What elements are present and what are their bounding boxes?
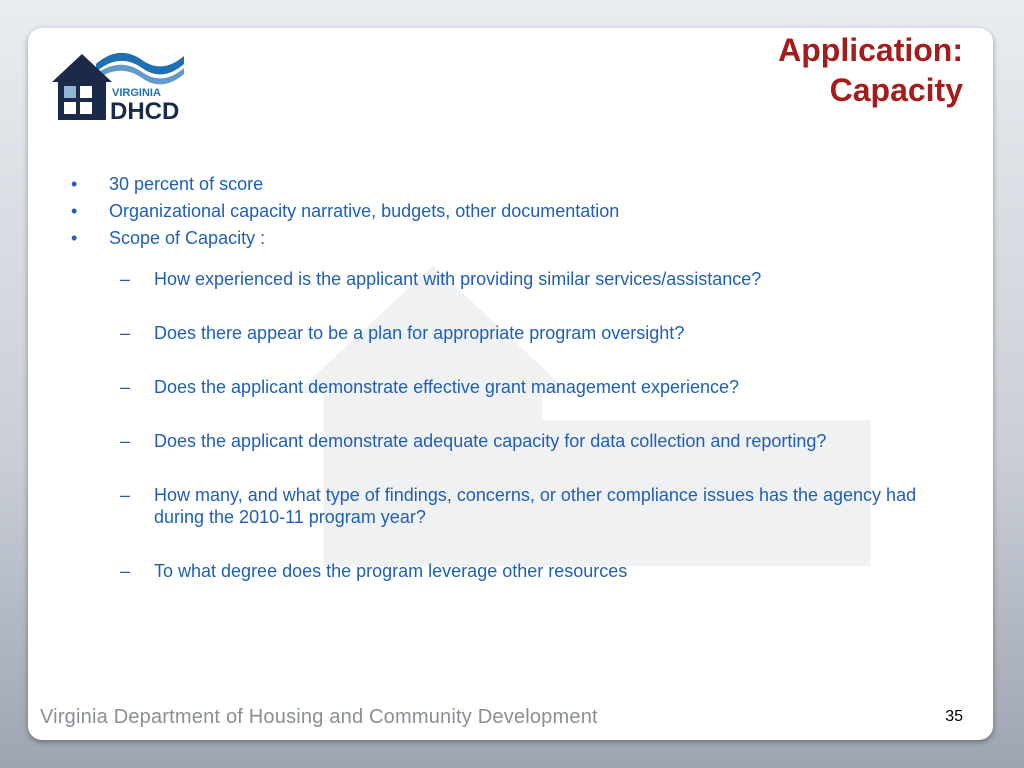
sub-bullet-text: Does there appear to be a plan for appropriate program oversight?: [154, 323, 685, 343]
bullet-item: [28, 171, 988, 198]
sub-bullet-text: To what degree does the program leverage other resources: [154, 561, 628, 581]
slide-title-line-2: Capacity: [829, 72, 963, 108]
sub-bullet-text: Does the applicant demonstrate effective grant management experience?: [154, 377, 740, 397]
slide-content: [28, 171, 988, 614]
page-number: 35: [945, 708, 963, 725]
sub-bullet-text: Does the applicant demonstrate adequate capacity for data collection and reporting?: [154, 431, 827, 451]
sub-bullet-item: [28, 560, 988, 582]
sub-bullet-item: [28, 322, 988, 344]
sub-bullet-marker: –: [120, 269, 131, 289]
bullet-text: Organizational capacity narrative, budgets, other documentation: [109, 201, 620, 221]
sub-bullet-item: [28, 376, 988, 398]
slide: [28, 28, 993, 740]
bullet-item: [28, 225, 988, 252]
sub-bullet-list: [28, 268, 988, 582]
sub-bullet-item: [28, 268, 988, 290]
sub-bullet-text: How many, and what type of findings, concerns, or other compliance issues has the agency had during the 2010-11 program year?: [154, 485, 917, 527]
bullet-text: Scope of Capacity :: [109, 228, 266, 248]
logo-state-text: VIRGINIA: [112, 87, 161, 99]
bullet-marker: •: [71, 201, 78, 221]
bullet-marker: •: [71, 174, 78, 194]
sub-bullet-marker: –: [120, 377, 131, 397]
footer-organization: Virginia Department of Housing and Community Development: [40, 706, 598, 728]
dhcd-logo: [50, 42, 186, 122]
slide-title-line-1: Application:: [778, 32, 963, 68]
slide-title: [778, 30, 963, 110]
sub-bullet-marker: –: [120, 485, 131, 505]
bullet-marker: •: [71, 228, 78, 248]
sub-bullet-marker: –: [120, 561, 131, 581]
bullet-item: [28, 198, 988, 225]
bullet-text: 30 percent of score: [109, 174, 264, 194]
sub-bullet-marker: –: [120, 431, 131, 451]
sub-bullet-item: [28, 430, 988, 452]
sub-bullet-text: How experienced is the applicant with providing similar services/assistance?: [154, 269, 762, 289]
logo-agency-text: DHCD: [110, 98, 180, 122]
sub-bullet-item: [28, 484, 988, 528]
sub-bullet-marker: –: [120, 323, 131, 343]
